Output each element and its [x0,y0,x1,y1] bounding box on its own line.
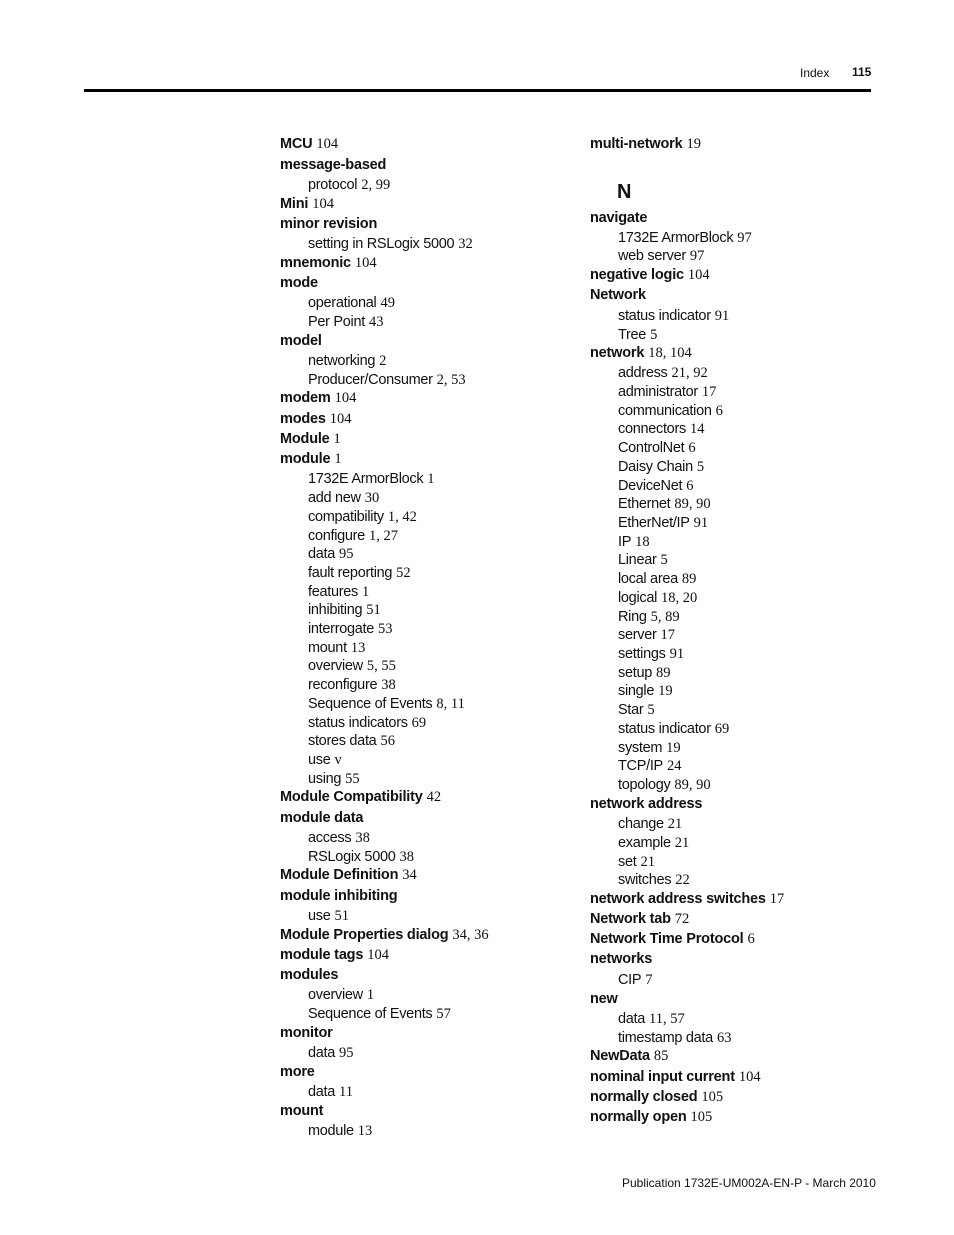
term-text: Network Time Protocol [590,931,744,947]
page-reference: 91 [669,646,685,662]
index-subterm [308,601,381,619]
index-term [590,1047,668,1065]
subterm-text: compatibility [308,509,384,525]
index-subterm [308,639,365,657]
subterm-text: mount [308,640,347,656]
index-term [280,389,356,407]
subterm-text: operational [308,295,377,311]
term-text: MCU [280,136,313,152]
term-text: Module Compatibility [280,789,423,805]
index-subterm [308,294,395,312]
subterm-text: change [618,816,664,832]
index-term [590,930,755,948]
index-subterm [618,364,708,382]
subterm-text: networking [308,353,376,369]
index-term [280,195,334,213]
index-subterm [308,527,398,545]
term-text: message-based [280,157,387,173]
page-reference: 5, 55 [366,658,396,674]
header-page-number: 115 [852,65,872,79]
subterm-text: set [618,854,637,870]
page-reference: 89, 90 [674,496,711,512]
term-text: Module Properties dialog [280,927,449,943]
page-reference: 104 [329,411,352,427]
index-term [280,788,441,806]
term-text: modes [280,411,326,427]
page-reference: 6 [688,440,696,456]
index-term [590,795,702,813]
index-subterm [618,1010,685,1028]
index-subterm [308,313,383,331]
index-term [280,1102,323,1120]
term-text: model [280,333,322,349]
term-text: mode [280,275,318,291]
page-reference: 89, 90 [674,777,711,793]
subterm-text: setup [618,665,652,681]
index-term [280,926,489,944]
subterm-text: Per Point [308,314,365,330]
page-reference: 6 [715,403,723,419]
subterm-text: 1732E ArmorBlock [308,471,424,487]
index-subterm [618,326,657,344]
subterm-text: Ring [618,609,647,625]
page-reference: 63 [716,1030,732,1046]
subterm-text: Producer/Consumer [308,372,433,388]
index-term [280,866,417,884]
page-reference: 95 [339,1045,354,1061]
index-subterm [618,626,675,644]
page-reference: 1, 42 [387,509,417,525]
subterm-text: configure [308,528,365,544]
term-text: normally open [590,1109,687,1125]
index-subterm [618,495,711,513]
index-subterm [618,247,704,265]
index-subterm [618,853,655,871]
index-subterm [618,776,711,794]
index-term [280,135,338,153]
page-reference: 30 [364,490,380,506]
index-term [280,215,377,233]
index-term [590,890,784,908]
term-text: module tags [280,947,364,963]
page-reference: 105 [690,1109,713,1125]
page-reference: 56 [380,733,395,749]
term-text: NewData [590,1048,650,1064]
page-reference: 6 [747,931,755,947]
subterm-text: module [308,1123,354,1139]
index-subterm [308,829,370,847]
subterm-text: IP [618,534,632,550]
page-reference: 32 [458,236,473,252]
index-term [590,950,652,968]
page-reference: 1 [366,987,375,1003]
index-subterm [308,695,465,713]
index-subterm [618,701,655,719]
subterm-text: timestamp data [618,1030,713,1046]
page-reference: 17 [701,384,717,400]
subterm-text: Sequence of Events [308,696,433,712]
subterm-text: system [618,740,663,756]
page-reference: 24 [666,758,682,774]
page-reference: 51 [334,908,349,924]
term-text: Module [280,431,330,447]
subterm-text: data [618,1011,646,1027]
page-reference: 51 [366,602,381,618]
page-reference: 1 [333,431,341,447]
index-subterm [308,751,342,769]
subterm-text: status indicator [618,308,711,324]
index-term [280,332,322,350]
index-subterm [308,676,396,694]
index-term [280,1063,315,1081]
index-subterm [618,570,696,588]
index-subterm [308,1122,372,1140]
index-subterm [308,714,426,732]
page-reference: 1 [362,584,370,600]
page-reference: 34, 36 [452,927,489,943]
page-reference: 104 [312,196,334,212]
page-reference: 18, 104 [648,345,692,361]
page-reference: 17 [660,627,675,643]
index-term [280,274,318,292]
subterm-text: EtherNet/IP [618,515,690,531]
index-subterm [618,664,670,682]
term-text: Mini [280,196,309,212]
page-reference: 97 [737,230,752,246]
subterm-text: data [308,1084,336,1100]
page-reference: 89 [681,571,697,587]
page-reference: 57 [436,1006,451,1022]
subterm-text: settings [618,646,666,662]
index-subterm [618,307,729,325]
subterm-text: single [618,683,655,699]
index-term [590,135,701,153]
index-subterm [308,620,393,638]
letter-heading-text: N [617,181,632,203]
subterm-text: ControlNet [618,440,685,456]
page-reference: 52 [396,565,411,581]
page-reference: 11 [339,1084,353,1100]
index-term [280,1024,333,1042]
page-reference: 17 [769,891,785,907]
subterm-text: DeviceNet [618,478,683,494]
page-reference: 5 [660,552,668,568]
index-subterm [618,739,681,757]
index-term [280,450,342,468]
term-text: module [280,451,331,467]
index-term [590,1068,761,1086]
term-text: mount [280,1103,324,1119]
page-reference: 2, 99 [361,177,391,193]
page-reference: 105 [701,1089,724,1105]
index-subterm [618,645,684,663]
page-reference: 5, 89 [650,609,680,625]
page-reference: 72 [674,911,690,927]
term-text: minor revision [280,216,378,232]
term-text: monitor [280,1025,333,1041]
page-reference: 22 [675,872,690,888]
index-term [590,209,647,227]
page-reference: 19 [658,683,673,699]
index-subterm [618,757,681,775]
index-subterm [308,235,473,253]
page-reference: 5 [696,459,705,475]
index-subterm [308,770,360,788]
index-subterm [618,458,704,476]
index-subterm [618,815,682,833]
index-subterm [308,564,411,582]
index-term [590,286,646,304]
subterm-text: add new [308,490,361,506]
page-reference: 104 [738,1069,761,1085]
subterm-text: Daisy Chain [618,459,693,475]
index-subterm [308,176,390,194]
subterm-text: connectors [618,421,686,437]
term-text: network address [590,796,703,812]
subterm-text: TCP/IP [618,758,663,774]
page-reference: 11, 57 [649,1011,685,1027]
index-term [280,410,352,428]
subterm-text: Ethernet [618,496,671,512]
index-subterm [308,352,386,370]
publication-footer: Publication 1732E-UM002A-EN-P - March 2010 [622,1176,876,1190]
term-text: new [590,991,618,1007]
index-subterm [618,514,708,532]
term-text: Network tab [590,911,671,927]
page-reference: 38 [381,677,396,693]
page-reference: 89 [655,665,671,681]
page-reference: 85 [653,1048,669,1064]
subterm-text: stores data [308,733,377,749]
page-reference: 38 [355,830,370,846]
term-text: modules [280,967,339,983]
index-subterm [618,551,668,569]
index-subterm [618,608,680,626]
header-rule [84,89,871,92]
subterm-text: using [308,771,342,787]
header-section-label: Index [800,66,830,80]
page-reference: 104 [354,255,377,271]
index-subterm [618,682,673,700]
page-reference: 42 [426,789,442,805]
page-reference: 21 [667,816,683,832]
page-reference: 8, 11 [436,696,465,712]
index-subterm [308,732,395,750]
page-reference: 1, 27 [368,528,398,544]
page-reference: 2 [379,353,387,369]
index-subterm [308,986,374,1004]
subterm-text: setting in RSLogix 5000 [308,236,455,252]
subterm-text: Sequence of Events [308,1006,433,1022]
index-term [280,887,397,905]
subterm-text: communication [618,403,712,419]
index-subterm [308,907,349,925]
term-text: networks [590,951,653,967]
page-reference: 69 [411,715,427,731]
subterm-text: switches [618,872,672,888]
page-reference: 49 [380,295,395,311]
term-text: normally closed [590,1089,698,1105]
index-subterm [308,1005,451,1023]
index-subterm [308,545,354,563]
subterm-text: protocol [308,177,358,193]
page-reference: 55 [345,771,360,787]
page-reference: 53 [378,621,393,637]
subterm-text: overview [308,658,363,674]
subterm-text: RSLogix 5000 [308,849,396,865]
term-text: navigate [590,210,648,226]
term-text: nominal input current [590,1069,735,1085]
index-subterm [618,477,693,495]
index-subterm [308,470,435,488]
term-text: network address switches [590,891,766,907]
subterm-text: overview [308,987,363,1003]
subterm-text: status indicator [618,721,711,737]
index-term [280,430,341,448]
index-term [590,266,710,284]
term-text: module data [280,810,364,826]
page-reference: 1 [427,471,435,487]
index-subterm [618,871,690,889]
subterm-text: access [308,830,352,846]
page-reference: 95 [339,546,354,562]
page-reference: 5 [650,327,658,343]
subterm-text: topology [618,777,671,793]
index-subterm [308,489,379,507]
page-reference: v [334,752,342,768]
term-text: network [590,345,645,361]
subterm-text: interrogate [308,621,375,637]
index-subterm [618,229,752,247]
page-reference: 14 [689,421,705,437]
index-subterm [618,589,697,607]
page-reference: 18, 20 [661,590,698,606]
term-text: module inhibiting [280,888,398,904]
index-letter-heading [590,181,632,204]
subterm-text: web server [618,248,686,264]
page-reference: 21 [640,854,655,870]
subterm-text: CIP [618,972,642,988]
page-reference: 91 [693,515,709,531]
index-term [280,946,389,964]
term-text: mnemonic [280,255,351,271]
subterm-text: administrator [618,384,698,400]
index-subterm [618,402,723,420]
index-subterm [618,383,716,401]
page-reference: 13 [350,640,366,656]
page-reference: 18 [635,534,650,550]
subterm-text: fault reporting [308,565,393,581]
term-text: Module Definition [280,867,399,883]
page-reference: 69 [714,721,730,737]
page-reference: 1 [334,451,342,467]
index-subterm [618,533,650,551]
subterm-text: features [308,584,358,600]
index-term [280,809,363,827]
subterm-text: example [618,835,671,851]
page-reference: 104 [687,267,710,283]
term-text: modem [280,390,331,406]
page-reference: 2, 53 [436,372,466,388]
subterm-text: address [618,365,668,381]
index-subterm [308,508,417,526]
index-subterm [618,439,696,457]
index-subterm [308,371,466,389]
page-reference: 104 [367,947,389,963]
index-term [280,966,338,984]
term-text: negative logic [590,267,684,283]
page-reference: 38 [399,849,414,865]
page-reference: 19 [666,740,681,756]
page-reference: 43 [368,314,384,330]
subterm-text: data [308,1045,336,1061]
subterm-text: server [618,627,657,643]
page-reference: 21, 92 [671,365,708,381]
term-text: more [280,1064,315,1080]
index-term [280,156,386,174]
page-reference: 6 [686,478,694,494]
index-subterm [618,1029,731,1047]
subterm-text: status indicators [308,715,408,731]
index-term [280,254,377,272]
page-reference: 34 [402,867,417,883]
index-subterm [308,583,369,601]
page-reference: 13 [357,1123,373,1139]
subterm-text: use [308,908,331,924]
page-reference: 104 [334,390,357,406]
subterm-text: 1732E ArmorBlock [618,230,734,246]
index-term [590,990,618,1008]
page-reference: 7 [645,972,653,988]
subterm-text: Star [618,702,644,718]
term-text: Network [590,287,646,303]
index-subterm [618,720,729,738]
index-term [590,910,689,928]
term-text: multi-network [590,136,683,152]
page-reference: 5 [647,702,655,718]
subterm-text: inhibiting [308,602,363,618]
subterm-text: reconfigure [308,677,378,693]
subterm-text: Linear [618,552,657,568]
subterm-text: data [308,546,336,562]
index-subterm [618,420,704,438]
index-term [590,1108,712,1126]
subterm-text: Tree [618,327,647,343]
page-reference: 19 [686,136,701,152]
page-reference: 21 [674,835,690,851]
index-subterm [308,1044,354,1062]
index-subterm [308,657,396,675]
index-subterm [308,1083,353,1101]
index-term [590,344,692,362]
index-subterm [618,971,653,989]
index-subterm [308,848,414,866]
page-reference: 91 [714,308,730,324]
subterm-text: logical [618,590,658,606]
page-reference: 97 [689,248,705,264]
subterm-text: use [308,752,331,768]
page-reference: 104 [316,136,339,152]
index-term [590,1088,723,1106]
subterm-text: local area [618,571,678,587]
index-subterm [618,834,689,852]
